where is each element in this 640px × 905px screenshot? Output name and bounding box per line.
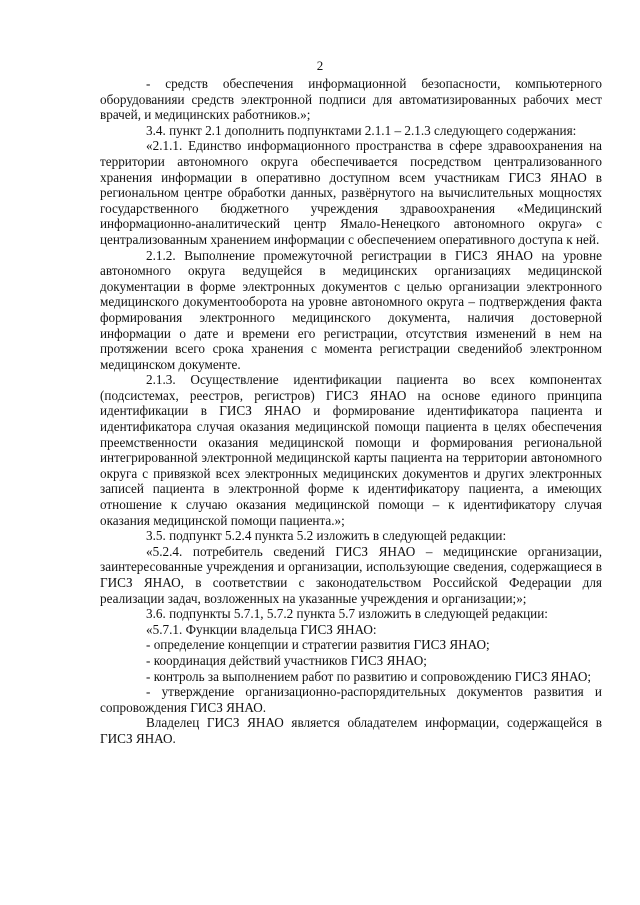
page-number: 2 [316, 58, 324, 73]
paragraph-13: - утверждение организационно-распорядительных документов развития и сопровождения ГИСЗ ЯНАО. [100, 684, 602, 715]
paragraph-8: 3.6. подпункты 5.7.1, 5.7.2 пункта 5.7 изложить в следующей редакции: [146, 606, 548, 622]
paragraph-10: - определение концепции и стратегии развития ГИСЗ ЯНАО; [146, 637, 490, 653]
paragraph-11: - координация действий участников ГИСЗ ЯНАО; [146, 652, 427, 668]
document-body [100, 76, 602, 747]
paragraph-12: - контроль за выполнением работ по развитию и сопровождению ГИСЗ ЯНАО; [146, 668, 592, 684]
paragraph-6: 3.5. подпункт 5.2.4 пункта 5.2 изложить в следующей редакции: [146, 528, 507, 544]
paragraph-14: Владелец ГИСЗ ЯНАО является обладателем информации, содержащейся в ГИСЗ ЯНАО. [100, 715, 602, 746]
paragraph-2: 3.4. пункт 2.1 дополнить подпунктами 2.1.1 – 2.1.3 следующего содержания: [146, 122, 577, 138]
paragraph-7: «5.2.4. потребитель сведений ГИСЗ ЯНАО – медицинские организации, заинтересованные учреждения и организации, использующие сведения, содержащиеся в ГИСЗ ЯНАО, в соответствии с законодательством Российской Федерации для реализации задач, возложенных на указанные учреждения и организации;»; [100, 543, 602, 606]
paragraph-4: 2.1.2. Выполнение промежуточной регистрации в ГИСЗ ЯНАО на уровне автономного округа ведущейся в медицинских организациях медицинской документации в форме электронных документов с целью организации электронного медицинского документооборота на уровне автономного округа – подтверждения факта формирования электронного медицинского документа, наличия достоверной информации о дате и времени его регистрации, отсутствия изменений в нем на протяжении всего срока хранения с момента регистрации сведенийоб электронном медицинском документе. [100, 247, 602, 372]
paragraph-9: «5.7.1. Функции владельца ГИСЗ ЯНАО: [146, 621, 377, 637]
paragraph-1: - средств обеспечения информационной безопасности, компьютерного оборудованияи средств электронной подписи для автоматизированных рабочих мест врачей, и медицинских работников.»; [100, 76, 602, 123]
paragraph-5: 2.1.3. Осуществление идентификации пациента во всех компонентах (подсистемах, реестров, регистров) ГИСЗ ЯНАО на основе единого принципа идентификации в ГИСЗ ЯНАО и формирование идентификатора пациента и идентификатора случая оказания медицинской помощи пациента в целях обеспечения преемственности оказания медицинской помощи и формирования региональной интегрированной электронной медицинской карты пациента на территории автономного округа с привязкой всех электронных медицинских документов и других электронных записей пациента в электронной форме к идентификатору пациента, а имеющих отношение к случаю оказания медицинской помощи – к идентификатору случая оказания медицинской помощи пациента.»; [100, 372, 602, 528]
paragraph-3: «2.1.1. Единство информационного пространства в сфере здравоохранения на территории автономного округа обеспечивается посредством централизованного хранения информации в оперативно доступном всем участникам ГИСЗ ЯНАО в региональном центре обработки данных, развёрнутого на вычислительных мощностях государственного бюджетного учреждения здравоохранения «Медицинский информационно-аналитический центр Ямало-Ненецкого автономного округа» с централизованным хранением информации с обеспечением оперативного доступа к ней. [100, 138, 602, 247]
